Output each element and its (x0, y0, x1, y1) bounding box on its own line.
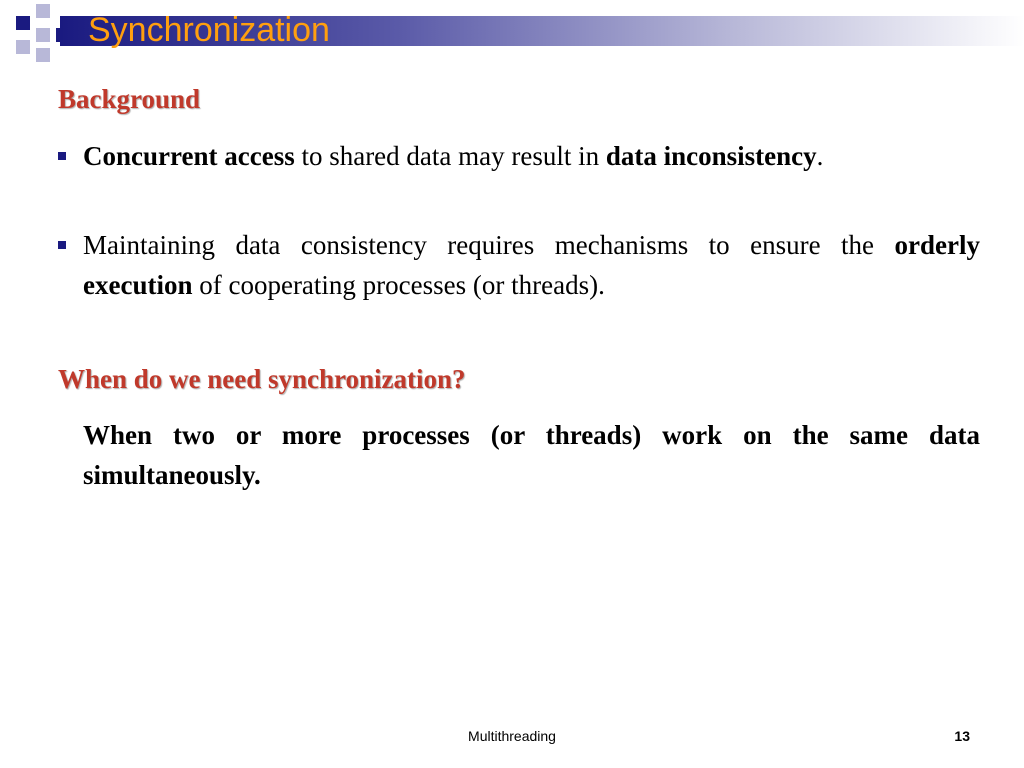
bullet-text (83, 225, 980, 305)
bullet-item (58, 225, 980, 305)
bold-term: data inconsistency (605, 141, 817, 171)
bold-term: Concurrent access (83, 141, 295, 171)
decorative-square (16, 40, 30, 54)
bold-term: orderly execution (83, 230, 980, 300)
bullet-text-part: to shared data may result in (294, 141, 606, 171)
bullet-text (83, 136, 980, 176)
bullet-text-part: Maintaining data consistency requires mechanisms to ensure the (83, 230, 895, 260)
bullet-text-part: . (816, 141, 824, 171)
decorative-square (36, 4, 50, 18)
page-number: 13 (954, 728, 970, 744)
bullet-text-part: of cooperating processes (or threads). (192, 270, 605, 300)
answer-text: When two or more processes (or threads) work on the same data simultaneously. (83, 420, 980, 490)
decorative-square (16, 16, 30, 30)
bullet-item (58, 136, 980, 176)
square-bullet-icon (58, 152, 66, 160)
decorative-square (36, 28, 50, 42)
square-bullet-icon (58, 241, 66, 249)
section-heading-when: When do we need synchronization? (58, 364, 466, 394)
slide-title: Synchronization (88, 11, 330, 49)
decorative-square (36, 48, 50, 62)
section-heading-background: Background (58, 84, 201, 114)
footer-label: Multithreading (468, 728, 556, 744)
